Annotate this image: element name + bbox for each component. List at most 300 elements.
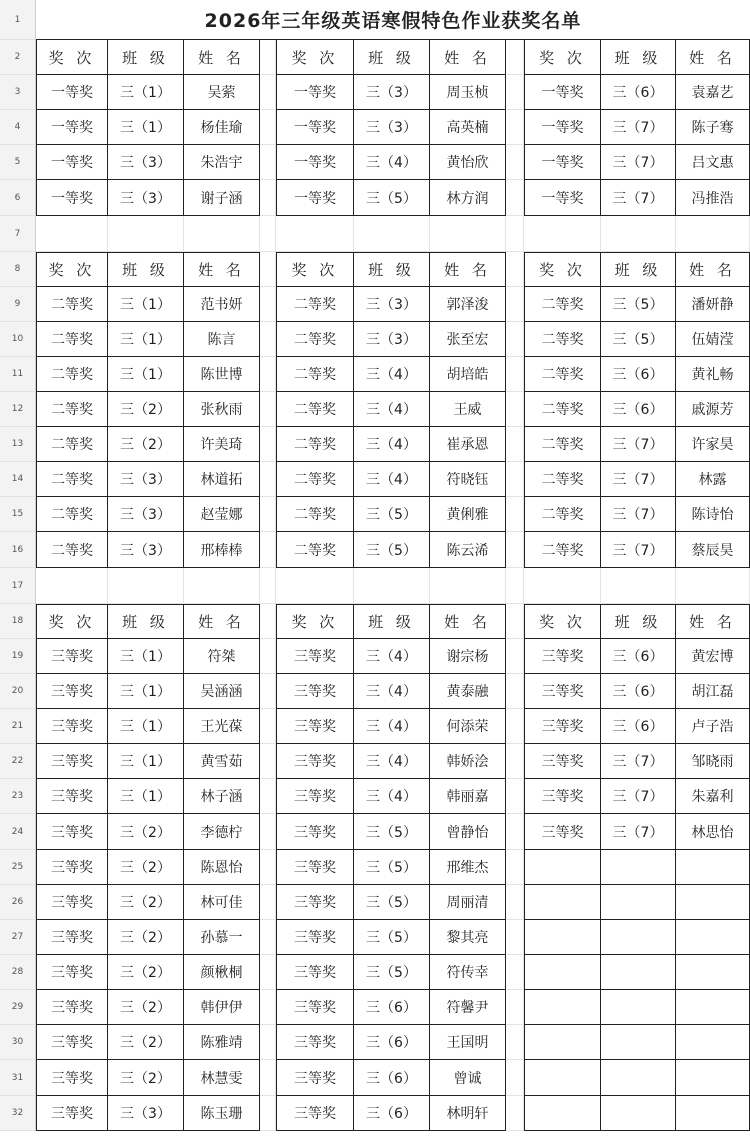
row-number[interactable]: 6 (0, 180, 36, 216)
spacer-cell[interactable] (506, 1096, 524, 1131)
student-name-cell[interactable]: 郭泽浚 (430, 287, 506, 322)
name-header[interactable]: 姓 名 (676, 604, 750, 639)
row-number[interactable]: 12 (0, 392, 36, 427)
class-cell[interactable]: 三（7） (601, 110, 676, 145)
empty-cell[interactable] (276, 216, 354, 252)
class-header[interactable]: 班 级 (601, 40, 676, 75)
empty-cell[interactable] (260, 568, 276, 604)
class-cell[interactable]: 三（3） (108, 462, 184, 497)
class-cell[interactable]: 三（3） (108, 532, 184, 568)
name-header[interactable]: 姓 名 (184, 40, 260, 75)
spacer-cell[interactable] (506, 392, 524, 427)
student-name-cell[interactable]: 黄泰融 (430, 674, 506, 709)
class-cell[interactable]: 三（1） (108, 110, 184, 145)
spacer-cell[interactable] (506, 252, 524, 287)
award-cell[interactable]: 一等奖 (36, 145, 108, 180)
student-name-cell[interactable]: 陈雅靖 (184, 1025, 260, 1060)
award-cell[interactable]: 三等奖 (36, 885, 108, 920)
empty-cell[interactable] (524, 568, 601, 604)
spacer-cell[interactable] (260, 1096, 276, 1131)
row-number[interactable]: 29 (0, 990, 36, 1025)
award-cell[interactable]: 二等奖 (524, 287, 601, 322)
student-name-cell[interactable]: 曾诚 (430, 1060, 506, 1096)
spacer-cell[interactable] (506, 885, 524, 920)
student-name-cell[interactable]: 蔡辰昊 (676, 532, 750, 568)
spacer-cell[interactable] (506, 709, 524, 744)
award-cell[interactable]: 三等奖 (276, 885, 354, 920)
spacer-cell[interactable] (260, 532, 276, 568)
class-cell[interactable]: 三（3） (108, 1096, 184, 1131)
spacer-cell[interactable] (506, 744, 524, 779)
class-cell[interactable]: 三（1） (108, 674, 184, 709)
class-cell[interactable]: 三（2） (108, 990, 184, 1025)
award-cell[interactable]: 二等奖 (276, 427, 354, 462)
spacer-cell[interactable] (260, 322, 276, 357)
spacer-cell[interactable] (260, 709, 276, 744)
class-cell[interactable]: 三（4） (354, 392, 430, 427)
award-cell[interactable]: 三等奖 (276, 1096, 354, 1131)
award-cell[interactable]: 三等奖 (36, 744, 108, 779)
row-number[interactable]: 11 (0, 357, 36, 392)
class-cell[interactable]: 三（2） (108, 1060, 184, 1096)
spacer-cell[interactable] (260, 779, 276, 814)
class-cell[interactable]: 三（1） (108, 357, 184, 392)
empty-cell[interactable] (601, 216, 676, 252)
student-name-cell[interactable]: 邹晓雨 (676, 744, 750, 779)
empty-cell[interactable] (108, 568, 184, 604)
student-name-cell[interactable]: 陈玉珊 (184, 1096, 260, 1131)
student-name-cell[interactable]: 陈言 (184, 322, 260, 357)
spacer-cell[interactable] (260, 252, 276, 287)
award-cell[interactable]: 二等奖 (36, 287, 108, 322)
spacer-cell[interactable] (260, 920, 276, 955)
student-name-cell[interactable]: 黄雪茹 (184, 744, 260, 779)
spacer-cell[interactable] (260, 462, 276, 497)
student-name-cell[interactable]: 韩娇浍 (430, 744, 506, 779)
row-number[interactable]: 32 (0, 1096, 36, 1131)
award-cell[interactable]: 三等奖 (36, 1060, 108, 1096)
award-cell[interactable]: 三等奖 (524, 674, 601, 709)
name-header[interactable]: 姓 名 (430, 604, 506, 639)
name-header[interactable]: 姓 名 (184, 604, 260, 639)
student-name-cell[interactable]: 陈子骞 (676, 110, 750, 145)
award-cell[interactable]: 三等奖 (276, 955, 354, 990)
student-name-cell[interactable]: 胡培皓 (430, 357, 506, 392)
class-cell[interactable] (601, 955, 676, 990)
class-cell[interactable]: 三（3） (354, 322, 430, 357)
award-cell[interactable]: 三等奖 (524, 779, 601, 814)
spacer-cell[interactable] (260, 287, 276, 322)
empty-cell[interactable] (524, 216, 601, 252)
class-cell[interactable]: 三（7） (601, 145, 676, 180)
student-name-cell[interactable]: 符晓钰 (430, 462, 506, 497)
award-header[interactable]: 奖 次 (36, 252, 108, 287)
spacer-cell[interactable] (506, 110, 524, 145)
award-cell[interactable]: 三等奖 (276, 639, 354, 674)
student-name-cell[interactable]: 林露 (676, 462, 750, 497)
name-header[interactable]: 姓 名 (184, 252, 260, 287)
empty-cell[interactable] (184, 568, 260, 604)
student-name-cell[interactable]: 袁嘉艺 (676, 75, 750, 110)
class-cell[interactable]: 三（2） (108, 955, 184, 990)
student-name-cell[interactable] (676, 850, 750, 885)
award-cell[interactable]: 三等奖 (36, 639, 108, 674)
class-cell[interactable] (601, 1060, 676, 1096)
student-name-cell[interactable]: 陈恩怡 (184, 850, 260, 885)
class-header[interactable]: 班 级 (354, 252, 430, 287)
award-cell[interactable]: 三等奖 (36, 779, 108, 814)
name-header[interactable]: 姓 名 (430, 252, 506, 287)
class-cell[interactable]: 三（4） (354, 357, 430, 392)
spacer-cell[interactable] (506, 462, 524, 497)
spacer-cell[interactable] (506, 639, 524, 674)
class-cell[interactable]: 三（2） (108, 885, 184, 920)
award-cell[interactable]: 二等奖 (36, 427, 108, 462)
spacer-cell[interactable] (260, 639, 276, 674)
award-cell[interactable] (524, 885, 601, 920)
class-cell[interactable]: 三（1） (108, 75, 184, 110)
class-cell[interactable]: 三（7） (601, 814, 676, 850)
class-cell[interactable]: 三（6） (354, 990, 430, 1025)
class-header[interactable]: 班 级 (354, 604, 430, 639)
award-header[interactable]: 奖 次 (36, 40, 108, 75)
award-cell[interactable]: 二等奖 (36, 462, 108, 497)
spacer-cell[interactable] (506, 145, 524, 180)
student-name-cell[interactable] (676, 955, 750, 990)
row-number[interactable]: 5 (0, 145, 36, 180)
class-cell[interactable]: 三（7） (601, 779, 676, 814)
empty-cell[interactable] (36, 568, 108, 604)
student-name-cell[interactable] (676, 1060, 750, 1096)
student-name-cell[interactable]: 谢宗杨 (430, 639, 506, 674)
row-number[interactable]: 23 (0, 779, 36, 814)
award-cell[interactable]: 二等奖 (524, 497, 601, 532)
spacer-cell[interactable] (506, 1060, 524, 1096)
spacer-cell[interactable] (506, 920, 524, 955)
empty-cell[interactable] (430, 568, 506, 604)
student-name-cell[interactable]: 吕文惠 (676, 145, 750, 180)
row-number[interactable]: 30 (0, 1025, 36, 1060)
class-cell[interactable]: 三（7） (601, 532, 676, 568)
class-cell[interactable]: 三（5） (354, 497, 430, 532)
class-cell[interactable]: 三（1） (108, 639, 184, 674)
class-header[interactable]: 班 级 (601, 604, 676, 639)
class-cell[interactable]: 三（4） (354, 744, 430, 779)
empty-cell[interactable] (276, 568, 354, 604)
spacer-cell[interactable] (506, 40, 524, 75)
award-cell[interactable] (524, 955, 601, 990)
class-cell[interactable]: 三（7） (601, 180, 676, 216)
student-name-cell[interactable]: 许美琦 (184, 427, 260, 462)
class-cell[interactable]: 三（5） (354, 920, 430, 955)
award-cell[interactable]: 三等奖 (36, 1096, 108, 1131)
row-number[interactable]: 17 (0, 568, 36, 604)
award-cell[interactable]: 一等奖 (524, 110, 601, 145)
award-cell[interactable]: 二等奖 (36, 357, 108, 392)
student-name-cell[interactable] (676, 885, 750, 920)
row-number[interactable]: 28 (0, 955, 36, 990)
award-cell[interactable]: 一等奖 (36, 180, 108, 216)
name-header[interactable]: 姓 名 (430, 40, 506, 75)
class-cell[interactable]: 三（1） (108, 287, 184, 322)
class-cell[interactable]: 三（3） (108, 180, 184, 216)
award-cell[interactable] (524, 1096, 601, 1131)
award-cell[interactable]: 三等奖 (276, 814, 354, 850)
award-cell[interactable]: 一等奖 (276, 75, 354, 110)
award-cell[interactable]: 二等奖 (524, 532, 601, 568)
award-cell[interactable]: 二等奖 (36, 322, 108, 357)
student-name-cell[interactable]: 朱浩宇 (184, 145, 260, 180)
class-cell[interactable]: 三（5） (601, 287, 676, 322)
spacer-cell[interactable] (506, 497, 524, 532)
empty-cell[interactable] (354, 216, 430, 252)
row-number[interactable]: 21 (0, 709, 36, 744)
class-cell[interactable] (601, 885, 676, 920)
spacer-cell[interactable] (260, 427, 276, 462)
class-cell[interactable]: 三（6） (354, 1060, 430, 1096)
award-cell[interactable]: 三等奖 (36, 955, 108, 990)
award-cell[interactable]: 三等奖 (36, 674, 108, 709)
class-cell[interactable] (601, 990, 676, 1025)
row-number[interactable]: 10 (0, 322, 36, 357)
award-cell[interactable] (524, 850, 601, 885)
spacer-cell[interactable] (260, 1060, 276, 1096)
spacer-cell[interactable] (506, 990, 524, 1025)
empty-cell[interactable] (354, 568, 430, 604)
award-header[interactable]: 奖 次 (276, 604, 354, 639)
class-cell[interactable]: 三（5） (354, 532, 430, 568)
student-name-cell[interactable]: 吴萦 (184, 75, 260, 110)
spacer-cell[interactable] (506, 779, 524, 814)
empty-cell[interactable] (676, 568, 750, 604)
spacer-cell[interactable] (506, 674, 524, 709)
spacer-cell[interactable] (506, 357, 524, 392)
award-cell[interactable]: 一等奖 (36, 110, 108, 145)
student-name-cell[interactable]: 陈云浠 (430, 532, 506, 568)
award-cell[interactable]: 二等奖 (524, 322, 601, 357)
award-cell[interactable]: 二等奖 (276, 497, 354, 532)
award-cell[interactable]: 二等奖 (276, 287, 354, 322)
student-name-cell[interactable]: 林明轩 (430, 1096, 506, 1131)
award-cell[interactable]: 三等奖 (36, 709, 108, 744)
student-name-cell[interactable]: 林思怡 (676, 814, 750, 850)
award-header[interactable]: 奖 次 (276, 252, 354, 287)
award-cell[interactable]: 三等奖 (36, 920, 108, 955)
student-name-cell[interactable]: 颜楸桐 (184, 955, 260, 990)
spacer-cell[interactable] (260, 40, 276, 75)
student-name-cell[interactable]: 谢子涵 (184, 180, 260, 216)
award-cell[interactable]: 二等奖 (524, 462, 601, 497)
award-cell[interactable]: 一等奖 (524, 145, 601, 180)
spacer-cell[interactable] (506, 532, 524, 568)
award-cell[interactable]: 一等奖 (36, 75, 108, 110)
student-name-cell[interactable] (676, 1025, 750, 1060)
award-cell[interactable]: 三等奖 (36, 990, 108, 1025)
class-cell[interactable]: 三（1） (108, 744, 184, 779)
row-number[interactable]: 24 (0, 814, 36, 850)
award-cell[interactable]: 三等奖 (276, 779, 354, 814)
class-cell[interactable]: 三（5） (354, 885, 430, 920)
student-name-cell[interactable]: 黄礼畅 (676, 357, 750, 392)
student-name-cell[interactable]: 范书妍 (184, 287, 260, 322)
row-number[interactable]: 16 (0, 532, 36, 568)
row-number[interactable]: 26 (0, 885, 36, 920)
spacer-cell[interactable] (260, 674, 276, 709)
award-cell[interactable]: 三等奖 (276, 1060, 354, 1096)
award-cell[interactable]: 二等奖 (276, 462, 354, 497)
student-name-cell[interactable]: 林子涵 (184, 779, 260, 814)
award-cell[interactable]: 三等奖 (524, 639, 601, 674)
student-name-cell[interactable]: 黎其亮 (430, 920, 506, 955)
student-name-cell[interactable]: 戚源芳 (676, 392, 750, 427)
award-cell[interactable]: 三等奖 (276, 1025, 354, 1060)
student-name-cell[interactable]: 许家昊 (676, 427, 750, 462)
class-cell[interactable]: 三（6） (601, 674, 676, 709)
row-number[interactable]: 2 (0, 40, 36, 75)
row-number[interactable]: 4 (0, 110, 36, 145)
student-name-cell[interactable]: 黄俐雅 (430, 497, 506, 532)
class-cell[interactable]: 三（6） (601, 639, 676, 674)
class-cell[interactable]: 三（3） (354, 287, 430, 322)
award-cell[interactable]: 一等奖 (524, 180, 601, 216)
spacer-cell[interactable] (260, 604, 276, 639)
class-header[interactable]: 班 级 (108, 252, 184, 287)
award-cell[interactable]: 三等奖 (276, 920, 354, 955)
student-name-cell[interactable]: 林方润 (430, 180, 506, 216)
class-cell[interactable]: 三（6） (601, 709, 676, 744)
award-cell[interactable]: 三等奖 (524, 744, 601, 779)
student-name-cell[interactable]: 孙慕一 (184, 920, 260, 955)
spacer-cell[interactable] (260, 180, 276, 216)
class-cell[interactable] (601, 850, 676, 885)
spacer-cell[interactable] (506, 1025, 524, 1060)
empty-cell[interactable] (430, 216, 506, 252)
student-name-cell[interactable]: 邢维杰 (430, 850, 506, 885)
award-cell[interactable]: 二等奖 (524, 357, 601, 392)
award-cell[interactable]: 二等奖 (276, 322, 354, 357)
spacer-cell[interactable] (260, 392, 276, 427)
class-cell[interactable]: 三（6） (354, 1025, 430, 1060)
row-number[interactable]: 20 (0, 674, 36, 709)
empty-cell[interactable] (184, 216, 260, 252)
class-cell[interactable]: 三（4） (354, 427, 430, 462)
class-cell[interactable]: 三（3） (108, 497, 184, 532)
class-cell[interactable] (601, 1096, 676, 1131)
award-cell[interactable]: 一等奖 (276, 180, 354, 216)
student-name-cell[interactable]: 邢棒棒 (184, 532, 260, 568)
class-cell[interactable]: 三（4） (354, 674, 430, 709)
row-number[interactable]: 1 (0, 0, 36, 40)
class-cell[interactable]: 三（1） (108, 779, 184, 814)
row-number[interactable]: 27 (0, 920, 36, 955)
class-cell[interactable]: 三（5） (354, 814, 430, 850)
class-cell[interactable]: 三（5） (354, 850, 430, 885)
student-name-cell[interactable]: 崔承恩 (430, 427, 506, 462)
class-cell[interactable]: 三（5） (354, 180, 430, 216)
spacer-cell[interactable] (506, 180, 524, 216)
spacer-cell[interactable] (260, 885, 276, 920)
student-name-cell[interactable]: 杨佳瑜 (184, 110, 260, 145)
award-cell[interactable]: 二等奖 (276, 357, 354, 392)
spacer-cell[interactable] (506, 322, 524, 357)
spacer-cell[interactable] (506, 850, 524, 885)
award-cell[interactable] (524, 920, 601, 955)
student-name-cell[interactable]: 韩伊伊 (184, 990, 260, 1025)
award-header[interactable]: 奖 次 (524, 252, 601, 287)
class-cell[interactable]: 三（7） (601, 497, 676, 532)
row-number[interactable]: 22 (0, 744, 36, 779)
class-cell[interactable]: 三（3） (108, 145, 184, 180)
spacer-cell[interactable] (260, 497, 276, 532)
spacer-cell[interactable] (506, 287, 524, 322)
award-cell[interactable]: 二等奖 (36, 392, 108, 427)
class-cell[interactable]: 三（5） (354, 955, 430, 990)
award-cell[interactable]: 三等奖 (524, 709, 601, 744)
empty-cell[interactable] (506, 216, 524, 252)
spacer-cell[interactable] (260, 75, 276, 110)
award-cell[interactable]: 三等奖 (276, 709, 354, 744)
student-name-cell[interactable]: 张秋雨 (184, 392, 260, 427)
class-cell[interactable]: 三（4） (354, 145, 430, 180)
student-name-cell[interactable] (676, 990, 750, 1025)
name-header[interactable]: 姓 名 (676, 252, 750, 287)
row-number[interactable]: 31 (0, 1060, 36, 1096)
award-cell[interactable]: 三等奖 (36, 850, 108, 885)
student-name-cell[interactable]: 高英楠 (430, 110, 506, 145)
award-cell[interactable]: 二等奖 (276, 392, 354, 427)
student-name-cell[interactable] (676, 1096, 750, 1131)
student-name-cell[interactable]: 林慧雯 (184, 1060, 260, 1096)
award-cell[interactable]: 一等奖 (524, 75, 601, 110)
spacer-cell[interactable] (260, 850, 276, 885)
empty-cell[interactable] (601, 568, 676, 604)
class-cell[interactable]: 三（5） (601, 322, 676, 357)
row-number[interactable]: 9 (0, 287, 36, 322)
award-cell[interactable]: 二等奖 (36, 497, 108, 532)
class-cell[interactable]: 三（6） (354, 1096, 430, 1131)
award-cell[interactable]: 三等奖 (276, 850, 354, 885)
student-name-cell[interactable] (676, 920, 750, 955)
row-number[interactable]: 7 (0, 216, 36, 252)
student-name-cell[interactable]: 周丽清 (430, 885, 506, 920)
row-number[interactable]: 25 (0, 850, 36, 885)
award-cell[interactable]: 三等奖 (36, 814, 108, 850)
student-name-cell[interactable]: 符馨尹 (430, 990, 506, 1025)
class-cell[interactable]: 三（2） (108, 392, 184, 427)
student-name-cell[interactable]: 冯推浩 (676, 180, 750, 216)
class-header[interactable]: 班 级 (108, 40, 184, 75)
class-cell[interactable]: 三（2） (108, 427, 184, 462)
award-cell[interactable]: 三等奖 (276, 744, 354, 779)
class-header[interactable]: 班 级 (108, 604, 184, 639)
class-cell[interactable]: 三（2） (108, 1025, 184, 1060)
class-cell[interactable] (601, 1025, 676, 1060)
award-cell[interactable]: 二等奖 (524, 392, 601, 427)
student-name-cell[interactable]: 潘妍静 (676, 287, 750, 322)
student-name-cell[interactable]: 黄宏博 (676, 639, 750, 674)
class-cell[interactable]: 三（3） (354, 110, 430, 145)
student-name-cell[interactable]: 朱嘉利 (676, 779, 750, 814)
student-name-cell[interactable]: 曾静怡 (430, 814, 506, 850)
award-cell[interactable] (524, 1060, 601, 1096)
row-number[interactable]: 19 (0, 639, 36, 674)
award-cell[interactable]: 二等奖 (36, 532, 108, 568)
student-name-cell[interactable]: 黄怡欣 (430, 145, 506, 180)
class-cell[interactable]: 三（4） (354, 779, 430, 814)
student-name-cell[interactable]: 张至宏 (430, 322, 506, 357)
class-cell[interactable]: 三（2） (108, 814, 184, 850)
award-cell[interactable] (524, 1025, 601, 1060)
